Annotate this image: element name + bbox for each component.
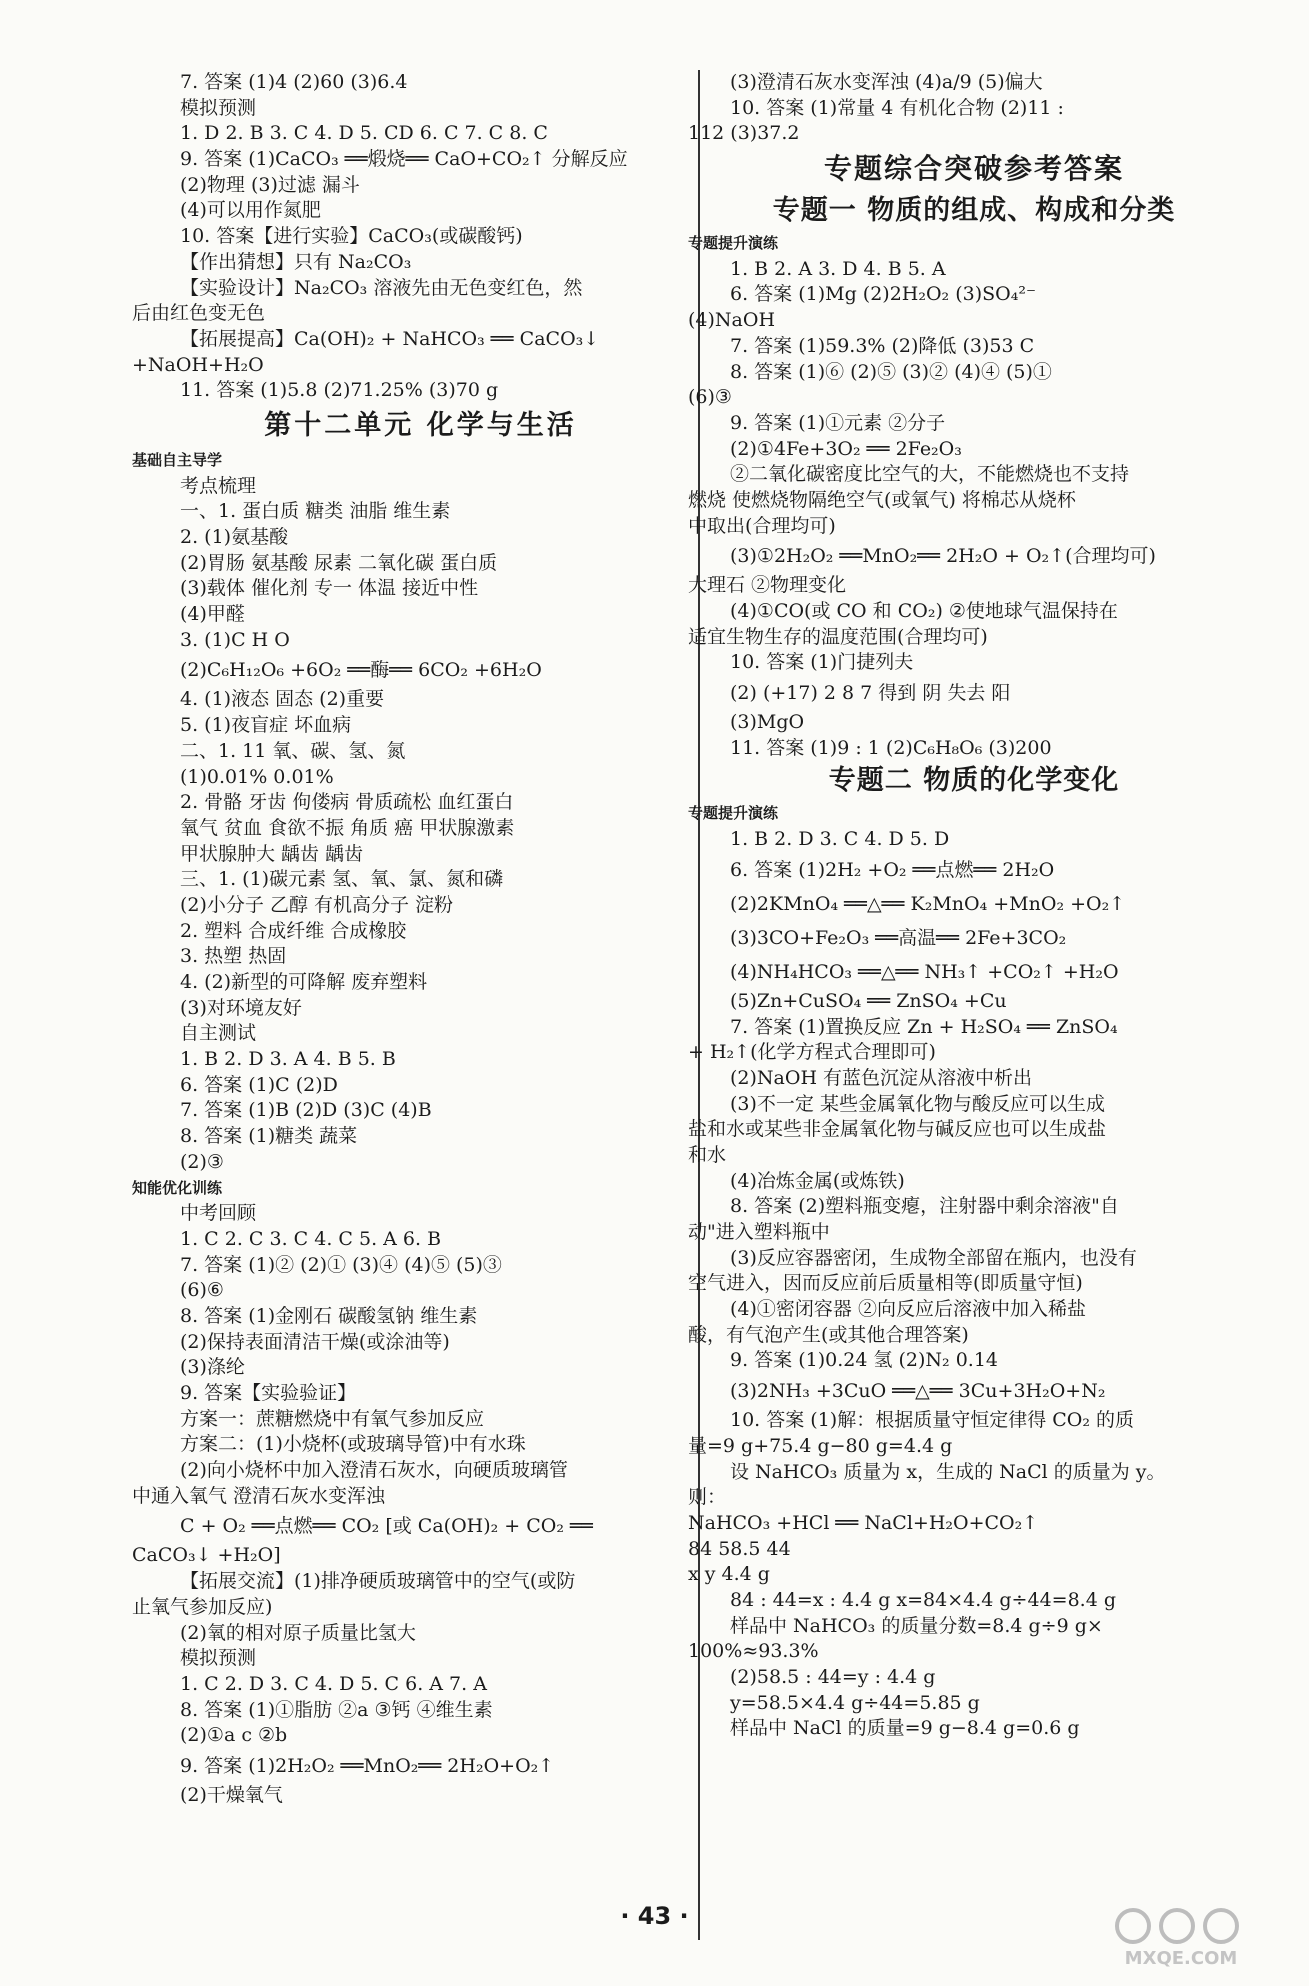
answer-line-continued: 则： <box>688 1486 727 1509</box>
answer-line: 9. 答案【实验验证】 <box>180 1382 357 1404</box>
answer-line: 【拓展交流】(1)排净硬质玻璃管中的空气(或防 <box>180 1570 576 1593</box>
answer-line: (2)向小烧杯中加入澄清石灰水，向硬质玻璃管 <box>180 1459 568 1482</box>
answer-line-continued: 酸，有气泡产生(或其他合理答案) <box>688 1323 969 1346</box>
answer-line: 二、1. 11 氧、碳、氢、氮 <box>180 739 406 762</box>
answer-line: 【拓展提高】Ca(OH)₂ + NaHCO₃ ══ CaCO₃↓ <box>180 327 600 350</box>
answer-line-continued: 100%≈93.3% <box>688 1640 819 1663</box>
answer-line: (3)MgO <box>730 711 805 734</box>
equation-line: (3)2NH₃ +3CuO ══△══ 3Cu+3H₂O+N₂ <box>730 1380 1106 1403</box>
answer-line-continued: x y 4.4 g <box>688 1563 770 1586</box>
answer-line-continued: 燃烧 使燃烧物隔绝空气(或氧气) 将棉芯从烧杯 <box>688 488 1076 511</box>
answer-line: 4. (2)新型的可降解 废弃塑料 <box>180 971 428 993</box>
answer-line: ②二氧化碳密度比空气的大，不能燃烧也不支持 <box>730 463 1130 486</box>
answer-line: 2. 塑料 合成纤维 合成橡胶 <box>180 919 407 942</box>
answer-line: 9. 答案 (1)0.24 氢 (2)N₂ 0.14 <box>730 1349 999 1372</box>
answer-line-continued: 后由红色变无色 <box>132 302 266 325</box>
answer-line: 7. 答案 (1)置换反应 Zn + H₂SO₄ ══ ZnSO₄ <box>730 1015 1118 1038</box>
answer-line: (2)物理 (3)过滤 漏斗 <box>180 173 360 196</box>
answer-line: 设 NaHCO₃ 质量为 x，生成的 NaCl 的质量为 y。 <box>730 1460 1166 1483</box>
answer-line-continued: 和水 <box>688 1143 727 1166</box>
answer-line: 自主测试 <box>180 1022 257 1045</box>
answer-line: 3. (1)C H O <box>180 628 290 651</box>
answer-line: 8. 答案 (1)糖类 蔬菜 <box>180 1125 358 1148</box>
answer-line: 7. 答案 (1)② (2)① (3)④ (4)⑤ (5)③ <box>180 1253 502 1276</box>
answer-line: 7. 答案 (1)59.3% (2)降低 (3)53 C <box>730 334 1035 357</box>
answer-line: (6)⑥ <box>180 1279 224 1302</box>
answer-line: 10. 答案 (1)常量 4 有机化合物 (2)11 : <box>730 96 1064 119</box>
answer-line: (4)可以用作氮肥 <box>180 199 321 222</box>
answer-line-continued: 112 (3)37.2 <box>688 122 800 145</box>
answer-line: (4)冶炼金属(或炼铁) <box>730 1169 905 1192</box>
answer-line: 3. 热塑 热固 <box>180 945 287 968</box>
answer-line-continued: 量=9 g+75.4 g−80 g=4.4 g <box>688 1434 953 1457</box>
answer-line: 中考回顾 <box>180 1202 257 1225</box>
topic-title: 专题一 物质的组成、构成和分类 <box>772 195 1176 227</box>
answer-line: 4. (1)液态 固态 (2)重要 <box>180 688 385 711</box>
chapter-title: 第十二单元 化学与生活 <box>264 409 577 441</box>
answer-line: 8. 答案 (1)金刚石 碳酸氢钠 维生素 <box>180 1304 478 1327</box>
answer-line: 11. 答案 (1)5.8 (2)71.25% (3)70 g <box>180 379 499 402</box>
answer-line: 方案一：蔗糖燃烧中有氧气参加反应 <box>180 1407 485 1430</box>
answer-line: (3)对环境友好 <box>180 996 302 1019</box>
answer-line: 6. 答案 (1)C (2)D <box>180 1073 338 1096</box>
answer-line: 2. (1)氨基酸 <box>180 526 289 548</box>
section-label: 专题提升演练 <box>688 804 779 823</box>
equation-line: (3)①2H₂O₂ ══MnO₂══ 2H₂O + O₂↑(合理均可) <box>730 545 1156 568</box>
watermark-logo <box>1081 1904 1281 1970</box>
section-label: 知能优化训练 <box>132 1178 223 1197</box>
answer-line: (2)①4Fe+3O₂ ══ 2Fe₂O₃ <box>730 437 962 460</box>
answer-line: 11. 答案 (1)9 : 1 (2)C₆H₈O₆ (3)200 <box>730 736 1052 759</box>
answer-line: 1. B 2. D 3. A 4. B 5. B <box>180 1048 396 1071</box>
answer-line-continued: 中取出(合理均可) <box>688 514 836 537</box>
answer-line: 7. 答案 (1)B (2)D (3)C (4)B <box>180 1099 432 1122</box>
answer-line: (3)反应容器密闭，生成物全部留在瓶内，也没有 <box>730 1246 1137 1269</box>
answer-line: 5. (1)夜盲症 坏血病 <box>180 714 352 737</box>
answer-line: 8. 答案 (2)塑料瓶变瘪，注射器中剩余溶液"自 <box>730 1195 1119 1218</box>
answer-line: (2)58.5 : 44=y : 4.4 g <box>730 1666 936 1688</box>
answer-line: 1. C 2. D 3. C 4. D 5. C 6. A 7. A <box>180 1672 487 1695</box>
answer-line-continued: 84 58.5 44 <box>688 1537 791 1560</box>
answer-line: 9. 答案 (1)CaCO₃ ══煅烧══ CaO+CO₂↑ 分解反应 <box>180 148 628 171</box>
answer-line: 7. 答案 (1)4 (2)60 (3)6.4 <box>180 71 408 93</box>
answer-line-continued: + H₂↑(化学方程式合理即可) <box>688 1041 936 1064</box>
answer-line-continued: 适宜生物生存的温度范围(合理均可) <box>688 625 988 648</box>
answer-line: (2)③ <box>180 1150 224 1173</box>
equation-line: (2)C₆H₁₂O₆ +6O₂ ══酶══ 6CO₂ +6H₂O <box>180 659 542 682</box>
section-label: 基础自主导学 <box>132 450 223 469</box>
answer-line-continued: 止氧气参加反应) <box>132 1595 273 1618</box>
answer-line: (2)小分子 乙醇 有机高分子 淀粉 <box>180 893 454 916</box>
answer-line: 样品中 NaCl 的质量=9 g−8.4 g=0.6 g <box>730 1717 1080 1740</box>
answer-line: 9. 答案 (1)①元素 ②分子 <box>730 411 946 434</box>
answer-line: 三、1. (1)碳元素 氢、氧、氯、氮和磷 <box>180 868 504 891</box>
answer-line: (2)①a c ②b <box>180 1724 288 1747</box>
answer-line: (2)胃肠 氨基酸 尿素 二氧化碳 蛋白质 <box>180 551 498 574</box>
answer-line: (2)保持表面清洁干燥(或涂油等) <box>180 1330 450 1353</box>
equation-line: (4)NH₄HCO₃ ══△══ NH₃↑ +CO₂↑ +H₂O <box>730 960 1119 983</box>
answer-line: (3)不一定 某些金属氧化物与酸反应可以生成 <box>730 1092 1105 1115</box>
answer-line-continued: 空气进入，因而反应前后质量相等(即质量守恒) <box>688 1272 1083 1295</box>
answer-line: 甲状腺肿大 龋齿 龋齿 <box>180 842 364 865</box>
answer-line: 10. 答案 (1)门捷列夫 <box>730 651 914 674</box>
answer-line-continued: (4)NaOH <box>688 309 776 332</box>
answer-line: (4)①密闭容器 ②向反应后溶液中加入稀盐 <box>730 1298 1086 1321</box>
answer-line: 模拟预测 <box>180 1647 257 1670</box>
answer-line: 1. C 2. C 3. C 4. C 5. A 6. B <box>180 1227 442 1250</box>
answer-line: (2)干燥氧气 <box>180 1783 283 1806</box>
answer-line-continued: 盐和水或某些非金属氧化物与碱反应也可以生成盐 <box>688 1118 1107 1141</box>
answer-line: 6. 答案 (1)Mg (2)2H₂O₂ (3)SO₄²⁻ <box>730 283 1036 306</box>
answer-line: 样品中 NaHCO₃ 的质量分数=8.4 g÷9 g× <box>730 1614 1103 1637</box>
answer-line: 方案二：(1)小烧杯(或玻璃导管)中有水珠 <box>180 1433 526 1456</box>
answer-line: (5)Zn+CuSO₄ ══ ZnSO₄ +Cu <box>730 989 1007 1012</box>
answer-line: (3)澄清石灰水变浑浊 (4)a/9 (5)偏大 <box>730 71 1043 93</box>
equation-line: (2)2KMnO₄ ══△══ K₂MnO₄ +MnO₂ +O₂↑ <box>730 892 1126 915</box>
equation-line: (3)3CO+Fe₂O₃ ══高温══ 2Fe+3CO₂ <box>730 926 1067 949</box>
answer-line: 8. 答案 (1)⑥ (2)⑤ (3)② (4)④ (5)① <box>730 360 1052 383</box>
answer-line: 一、1. 蛋白质 糖类 油脂 维生素 <box>180 500 451 523</box>
answer-line: 考点梳理 <box>180 474 257 497</box>
part-title: 专题综合突破参考答案 <box>823 152 1124 186</box>
answer-line: 1. D 2. B 3. C 4. D 5. CD 6. C 7. C 8. C <box>180 122 548 145</box>
answer-line-continued: 中通入氧气 澄清石灰水变浑浊 <box>132 1484 386 1507</box>
answer-line-continued: NaHCO₃ +HCl ══ NaCl+H₂O+CO₂↑ <box>688 1511 1039 1534</box>
answer-line: 1. B 2. A 3. D 4. B 5. A <box>730 257 946 280</box>
answer-line-continued: 动"进入塑料瓶中 <box>688 1221 830 1243</box>
answer-line: (3)涤纶 <box>180 1356 245 1379</box>
answer-line-continued: CaCO₃↓ +H₂O] <box>132 1544 281 1567</box>
answer-line-continued: 大理石 ②物理变化 <box>688 574 847 597</box>
watermark-text: MXQE.COM <box>1124 1948 1238 1969</box>
answer-line: 84 : 44=x : 4.4 g x=84×4.4 g÷44=8.4 g <box>730 1588 1116 1611</box>
answer-line: 2. 骨骼 牙齿 佝偻病 骨质疏松 血红蛋白 <box>180 791 514 814</box>
equation-line: C + O₂ ══点燃══ CO₂ [或 Ca(OH)₂ + CO₂ ══ <box>180 1515 593 1538</box>
answer-line: 【实验设计】Na₂CO₃ 溶液先由无色变红色，然 <box>180 276 583 299</box>
answer-line: 【作出猜想】只有 Na₂CO₃ <box>180 250 412 273</box>
atom-structure-line: (2) (+17) 2 8 7 得到 阴 失去 阳 <box>730 682 1011 705</box>
answer-line: 10. 答案【进行实验】CaCO₃(或碳酸钙) <box>180 225 523 248</box>
answer-line: (4)①CO(或 CO 和 CO₂) ②使地球气温保持在 <box>730 600 1118 622</box>
answer-line: 1. B 2. D 3. C 4. D 5. D <box>730 828 950 851</box>
answer-line-continued: +NaOH+H₂O <box>132 353 264 376</box>
answer-line: (1)0.01% 0.01% <box>180 765 334 788</box>
right-column <box>688 70 1230 1742</box>
answer-line-continued: (6)③ <box>688 386 732 409</box>
answer-line: 模拟预测 <box>180 96 257 119</box>
answer-line: (2)NaOH 有蓝色沉淀从溶液中析出 <box>730 1066 1033 1089</box>
answer-line: 10. 答案 (1)解：根据质量守恒定律得 CO₂ 的质 <box>730 1409 1135 1432</box>
answer-line: (4)甲醛 <box>180 603 245 626</box>
topic-title: 专题二 物质的化学变化 <box>828 765 1120 797</box>
equation-line: 6. 答案 (1)2H₂ +O₂ ══点燃══ 2H₂O <box>730 858 1055 881</box>
answer-line: (2)氧的相对原子质量比氢大 <box>180 1621 416 1644</box>
equation-line: 9. 答案 (1)2H₂O₂ ══MnO₂══ 2H₂O+O₂↑ <box>180 1754 555 1777</box>
page-number: · 43 · <box>620 1902 689 1930</box>
left-column <box>132 70 673 1809</box>
section-label: 专题提升演练 <box>688 234 779 253</box>
answer-line: y=58.5×4.4 g÷44=5.85 g <box>730 1691 980 1714</box>
answer-line: (3)载体 催化剂 专一 体温 接近中性 <box>180 577 479 600</box>
answer-line: 氧气 贫血 食欲不振 角质 癌 甲状腺激素 <box>180 816 515 839</box>
answer-line: 8. 答案 (1)①脂肪 ②a ③钙 ④维生素 <box>180 1698 493 1721</box>
